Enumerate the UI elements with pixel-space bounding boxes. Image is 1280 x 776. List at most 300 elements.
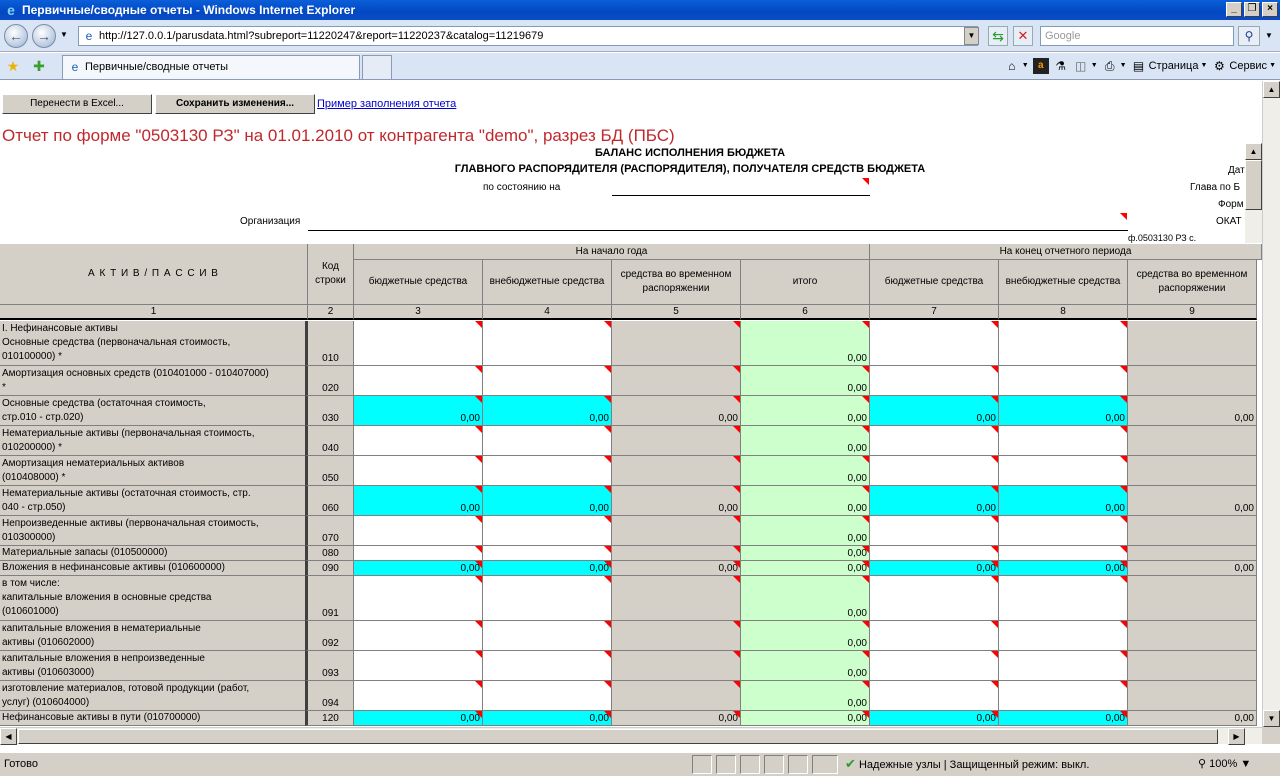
status-segment [812, 755, 838, 774]
column-number: 8 [999, 305, 1128, 320]
save-changes-button[interactable]: Сохранить изменения... [155, 94, 315, 114]
right-label-form: Форм [1218, 199, 1244, 210]
value-cell[interactable] [354, 546, 483, 561]
row-code: 060 [305, 486, 354, 516]
value-cell[interactable] [483, 366, 612, 396]
table-row [0, 366, 1262, 396]
comment-marker-icon [475, 321, 482, 328]
value-cell[interactable] [999, 321, 1128, 366]
value-cell [354, 561, 483, 576]
comment-marker-icon [991, 321, 998, 328]
value-cell [741, 456, 870, 486]
value-cell [741, 711, 870, 726]
value-cell [483, 486, 612, 516]
comment-marker-icon [991, 456, 998, 463]
value-cell[interactable] [483, 651, 612, 681]
value-cell [612, 396, 741, 426]
row-code: 092 [305, 621, 354, 651]
table-row [0, 486, 1262, 516]
comment-marker-icon [991, 486, 998, 493]
value-cell[interactable] [483, 621, 612, 651]
comment-marker-icon [862, 561, 869, 568]
history-dropdown-icon[interactable]: ▼ [60, 30, 68, 39]
comment-marker-icon [733, 486, 740, 493]
comment-marker-icon [733, 681, 740, 688]
refresh-button[interactable]: ⇆ [988, 26, 1008, 46]
checkmark-icon: ✔ [845, 756, 856, 771]
status-segment [788, 755, 808, 774]
value-cell[interactable] [999, 366, 1128, 396]
tab-active[interactable] [62, 55, 360, 79]
value-cell[interactable] [999, 621, 1128, 651]
cell-value: 0,00 [1234, 413, 1254, 424]
comment-marker-icon [862, 516, 869, 523]
comment-marker-icon [1120, 366, 1127, 373]
value-cell [483, 396, 612, 426]
cell-value: 0,00 [847, 383, 867, 394]
value-cell[interactable] [999, 516, 1128, 546]
row-name-line: Амортизация нематериальных активов [2, 457, 185, 469]
security-zone[interactable] [845, 753, 1089, 776]
comment-marker-icon [604, 621, 611, 628]
cell-value: 0,00 [718, 413, 738, 424]
comment-marker-icon [991, 576, 998, 583]
table-row [0, 651, 1262, 681]
row-name [0, 681, 308, 711]
value-cell[interactable] [483, 426, 612, 456]
value-cell [1128, 651, 1257, 681]
cell-value: 0,00 [718, 563, 738, 574]
cell-value: 0,00 [847, 608, 867, 619]
value-cell [1128, 486, 1257, 516]
comment-marker-icon [475, 711, 482, 718]
value-cell[interactable] [870, 621, 999, 651]
zoom-control[interactable]: ⚲ 100% ▼ [1198, 758, 1252, 770]
value-cell[interactable] [483, 576, 612, 621]
comment-marker-icon [733, 576, 740, 583]
comment-marker-icon [604, 576, 611, 583]
comment-marker-icon [862, 178, 869, 185]
back-button[interactable]: ← [4, 24, 28, 48]
row-name [0, 321, 308, 366]
comment-marker-icon [991, 681, 998, 688]
column-header: средства во временном распоряжении [1128, 260, 1257, 305]
comment-marker-icon [475, 456, 482, 463]
comment-marker-icon [991, 651, 998, 658]
column-header: бюджетные средства [354, 260, 483, 305]
value-cell [1128, 711, 1257, 726]
value-cell [1128, 561, 1257, 576]
scroll-up-button[interactable]: ▲ [1263, 81, 1280, 98]
row-name-line: Нематериальные активы (первоначальная стоимость, [2, 427, 255, 439]
feeds-button[interactable]: ◫ ▼ [1073, 57, 1098, 75]
row-name [0, 561, 308, 576]
minimize-button[interactable]: _ [1226, 2, 1242, 17]
header-group-end: На конец отчетного периода [870, 244, 1262, 260]
comment-marker-icon [475, 366, 482, 373]
scroll-down-button[interactable]: ▼ [1263, 710, 1280, 727]
row-name [0, 426, 308, 456]
research-icon: ⚗ [1055, 59, 1067, 73]
cell-value: 0,00 [460, 713, 480, 724]
comment-marker-icon [862, 486, 869, 493]
organization-underline [308, 230, 1128, 231]
inner-vertical-scrollbar[interactable] [1245, 143, 1262, 243]
status-segment [692, 755, 712, 774]
cell-value: 0,00 [847, 503, 867, 514]
comment-marker-icon [862, 651, 869, 658]
scrollbar-corner [1262, 727, 1280, 744]
value-cell[interactable] [870, 681, 999, 711]
comment-marker-icon [862, 546, 869, 553]
right-label-okato: ОКАТ [1216, 216, 1242, 227]
row-name [0, 651, 308, 681]
table-row [0, 516, 1262, 546]
value-cell [612, 561, 741, 576]
row-name [0, 516, 308, 546]
page-menu[interactable]: ▤ Страница ▼ [1131, 57, 1208, 75]
inner-scroll-thumb[interactable] [1245, 160, 1262, 210]
value-cell[interactable] [354, 651, 483, 681]
value-cell [612, 456, 741, 486]
comment-marker-icon [1120, 426, 1127, 433]
value-cell [1128, 321, 1257, 366]
comment-marker-icon [862, 621, 869, 628]
value-cell [741, 486, 870, 516]
value-cell[interactable] [354, 321, 483, 366]
address-dropdown-button[interactable]: ▼ [964, 27, 979, 45]
value-cell [741, 516, 870, 546]
table-row [0, 576, 1262, 621]
table-row [0, 321, 1262, 366]
comment-marker-icon [862, 321, 869, 328]
value-cell[interactable] [483, 546, 612, 561]
comment-marker-icon [991, 516, 998, 523]
comment-marker-icon [1120, 321, 1127, 328]
row-code: 050 [305, 456, 354, 486]
comment-marker-icon [604, 456, 611, 463]
window-title: Первичные/сводные отчеты - Windows Internet Explorer [22, 3, 356, 17]
value-cell[interactable] [870, 366, 999, 396]
search-options-dropdown[interactable]: ▼ [1265, 31, 1273, 40]
comment-marker-icon [1120, 711, 1127, 718]
column-number: 3 [354, 305, 483, 320]
value-cell [741, 576, 870, 621]
cell-value: 0,00 [847, 443, 867, 454]
example-link[interactable]: Пример заполнения отчета [317, 98, 457, 110]
comment-marker-icon [475, 546, 482, 553]
search-button[interactable]: ⚲ [1238, 26, 1260, 46]
row-name-line: 040 - стр.050) [2, 501, 66, 513]
row-name-line: Материальные запасы (010500000) [2, 547, 168, 558]
home-button[interactable]: ⌂ ▼ [1004, 57, 1029, 75]
row-name [0, 366, 308, 396]
comment-marker-icon [991, 426, 998, 433]
comment-marker-icon [1120, 561, 1127, 568]
stop-button[interactable]: ✕ [1013, 26, 1033, 46]
new-tab-button[interactable] [362, 55, 392, 79]
table-row [0, 621, 1262, 651]
right-label-date: Дат [1228, 165, 1245, 176]
row-name-line: в том числе: [2, 578, 60, 589]
value-cell[interactable] [354, 366, 483, 396]
amazon-button[interactable] [1033, 57, 1049, 75]
value-cell [870, 486, 999, 516]
comment-marker-icon [1120, 546, 1127, 553]
comment-marker-icon [604, 486, 611, 493]
scroll-left-button[interactable]: ◀ [0, 728, 17, 745]
comment-marker-icon [475, 651, 482, 658]
value-cell [741, 426, 870, 456]
comment-marker-icon [733, 621, 740, 628]
value-cell [870, 561, 999, 576]
row-name-line: активы (010603000) [2, 666, 95, 678]
comment-marker-icon [733, 396, 740, 403]
column-header: внебюджетные средства [999, 260, 1128, 305]
value-cell [483, 561, 612, 576]
value-cell [1128, 516, 1257, 546]
row-code: 040 [305, 426, 354, 456]
table-row [0, 711, 1262, 726]
comment-marker-icon [1120, 576, 1127, 583]
value-cell [612, 426, 741, 456]
cell-value: 0,00 [847, 563, 867, 574]
value-cell [1128, 621, 1257, 651]
row-code: 090 [305, 561, 354, 576]
add-favorites-icon[interactable]: ✚ [33, 58, 45, 74]
comment-marker-icon [733, 711, 740, 718]
value-cell[interactable] [354, 681, 483, 711]
comment-marker-icon [862, 456, 869, 463]
row-name-line: 010200000) * [2, 441, 63, 453]
row-name [0, 621, 308, 651]
column-header: средства во временном распоряжении [612, 260, 741, 305]
column-number: 9 [1128, 305, 1257, 320]
cell-value: 0,00 [847, 533, 867, 544]
value-cell [870, 711, 999, 726]
comment-marker-icon [604, 711, 611, 718]
value-cell [1128, 546, 1257, 561]
column-number: 1 [0, 305, 308, 320]
comment-marker-icon [604, 366, 611, 373]
value-cell[interactable] [870, 321, 999, 366]
research-button[interactable] [1053, 57, 1069, 75]
search-input[interactable]: Google [1040, 26, 1234, 46]
cell-value: 0,00 [1234, 713, 1254, 724]
page-vertical-scrollbar[interactable] [1262, 81, 1280, 727]
value-cell[interactable] [999, 576, 1128, 621]
cell-value: 0,00 [589, 713, 609, 724]
comment-marker-icon [475, 621, 482, 628]
value-cell [999, 561, 1128, 576]
row-name [0, 486, 308, 516]
value-cell [1128, 456, 1257, 486]
comment-marker-icon [862, 711, 869, 718]
cell-value: 0,00 [1105, 413, 1125, 424]
row-code: 030 [305, 396, 354, 426]
value-cell[interactable] [870, 456, 999, 486]
value-cell [741, 651, 870, 681]
cell-value: 0,00 [847, 713, 867, 724]
zoom-icon: ⚲ [1198, 758, 1207, 770]
service-menu[interactable]: ⚙ Сервис ▼ [1211, 57, 1276, 75]
row-name [0, 456, 308, 486]
cell-value: 0,00 [1105, 713, 1125, 724]
amazon-icon: a [1033, 58, 1049, 74]
security-zone-label: Надежные узлы | Защищенный режим: выкл. [858, 759, 1090, 771]
header-asset-liability: А К Т И В / П А С С И В [0, 244, 308, 305]
cell-value: 0,00 [847, 548, 867, 559]
value-cell[interactable] [999, 456, 1128, 486]
tab-toolbar [0, 53, 1280, 80]
cell-value: 0,00 [976, 413, 996, 424]
comment-marker-icon [1120, 486, 1127, 493]
comment-marker-icon [475, 681, 482, 688]
value-cell[interactable] [999, 426, 1128, 456]
value-cell[interactable] [483, 516, 612, 546]
inner-scroll-up-button[interactable]: ▲ [1245, 143, 1262, 160]
row-name-line: Основные средства (остаточная стоимость, [2, 397, 206, 409]
cell-value: 0,00 [460, 413, 480, 424]
value-cell [612, 681, 741, 711]
service-menu-label: Сервис [1229, 60, 1268, 72]
column-number: 2 [308, 305, 354, 320]
horizontal-scrollbar[interactable] [0, 727, 1262, 744]
value-cell [354, 486, 483, 516]
value-cell[interactable] [999, 546, 1128, 561]
value-cell[interactable] [870, 546, 999, 561]
comment-marker-icon [991, 621, 998, 628]
close-button[interactable]: × [1262, 2, 1278, 17]
status-text: Готово [4, 758, 38, 770]
comment-marker-icon [604, 651, 611, 658]
value-cell[interactable] [870, 516, 999, 546]
value-cell [612, 576, 741, 621]
report-heading-2: ГЛАВНОГО РАСПОРЯДИТЕЛЯ (РАСПОРЯДИТЕЛЯ), ПОЛУЧАТЕЛЯ СРЕДСТВ БЮДЖЕТА [454, 163, 926, 175]
cell-value: 0,00 [847, 473, 867, 484]
value-cell [870, 396, 999, 426]
comment-marker-icon [991, 366, 998, 373]
row-name-line: капитальные вложения в нематериальные [2, 622, 201, 634]
print-button[interactable]: ⎙ ▼ [1102, 57, 1127, 75]
row-name [0, 711, 308, 726]
horizontal-scroll-thumb[interactable] [18, 729, 1218, 744]
value-cell [1128, 426, 1257, 456]
table-row [0, 456, 1262, 486]
comment-marker-icon [1120, 621, 1127, 628]
table-row [0, 396, 1262, 426]
scroll-right-button[interactable]: ▶ [1228, 728, 1245, 745]
cell-value: 0,00 [847, 698, 867, 709]
comment-marker-icon [991, 546, 998, 553]
rss-icon: ◫ [1075, 59, 1087, 73]
as-of-underline [612, 195, 870, 196]
status-segment [716, 755, 736, 774]
value-cell[interactable] [870, 576, 999, 621]
value-cell[interactable] [999, 681, 1128, 711]
comment-marker-icon [604, 561, 611, 568]
favorites-star-icon[interactable]: ★ [6, 58, 20, 74]
row-code: 070 [305, 516, 354, 546]
command-bar [1004, 57, 1276, 75]
comment-marker-icon [1120, 516, 1127, 523]
row-name-line: Непроизведенные активы (первоначальная стоимость, [2, 517, 259, 529]
value-cell[interactable] [354, 576, 483, 621]
cell-value: 0,00 [1234, 563, 1254, 574]
export-excel-button[interactable]: Перенести в Excel... [2, 94, 152, 114]
row-name-line: Основные средства (первоначальная стоимость, [2, 337, 231, 348]
table-row [0, 546, 1262, 561]
value-cell[interactable] [483, 456, 612, 486]
value-cell[interactable] [483, 681, 612, 711]
value-cell [741, 396, 870, 426]
value-cell[interactable] [483, 321, 612, 366]
value-cell [612, 321, 741, 366]
value-cell[interactable] [999, 651, 1128, 681]
row-name-line: услуг) (010604000) [2, 696, 90, 708]
value-cell [354, 396, 483, 426]
value-cell[interactable] [354, 426, 483, 456]
address-url: http://127.0.0.1/parusdata.html?subreport=11220247&report=11220237&catalog=11219679 [99, 30, 544, 42]
value-cell [999, 711, 1128, 726]
cell-value: 0,00 [718, 503, 738, 514]
value-cell[interactable] [354, 516, 483, 546]
value-cell[interactable] [354, 621, 483, 651]
row-name-line: * [2, 381, 6, 393]
address-toolbar [0, 20, 1280, 52]
comment-marker-icon [475, 561, 482, 568]
comment-marker-icon [604, 681, 611, 688]
value-cell [354, 711, 483, 726]
value-cell [741, 321, 870, 366]
value-cell [1128, 366, 1257, 396]
row-name-line: (010408000) * [2, 471, 66, 483]
column-header: внебюджетные средства [483, 260, 612, 305]
comment-marker-icon [733, 561, 740, 568]
value-cell[interactable] [354, 456, 483, 486]
comment-marker-icon [862, 426, 869, 433]
printer-icon: ⎙ [1104, 59, 1115, 73]
ie-icon: e [7, 2, 15, 18]
cell-value: 0,00 [976, 713, 996, 724]
page-menu-label: Страница [1148, 60, 1199, 72]
comment-marker-icon [862, 681, 869, 688]
cell-value: 0,00 [1105, 563, 1125, 574]
value-cell [612, 621, 741, 651]
cell-value: 0,00 [847, 353, 867, 364]
value-cell [1128, 576, 1257, 621]
row-name-line: Амортизация основных средств (010401000 - 010407000) [2, 367, 269, 379]
comment-marker-icon [991, 561, 998, 568]
comment-marker-icon [862, 396, 869, 403]
forward-button[interactable]: → [32, 24, 56, 48]
value-cell[interactable] [870, 426, 999, 456]
form-code: ф.0503130 РЗ с. [1128, 233, 1197, 243]
row-name [0, 396, 308, 426]
value-cell [612, 711, 741, 726]
tab-title: Первичные/сводные отчеты [85, 61, 229, 73]
restore-button[interactable]: ❐ [1244, 2, 1260, 17]
row-code: 010 [305, 321, 354, 366]
comment-marker-icon [475, 396, 482, 403]
row-code: 093 [305, 651, 354, 681]
row-name-line: 010100000) * [2, 351, 63, 362]
address-bar[interactable] [78, 26, 978, 46]
comment-marker-icon [733, 321, 740, 328]
comment-marker-icon [1120, 456, 1127, 463]
value-cell[interactable] [870, 651, 999, 681]
comment-marker-icon [604, 321, 611, 328]
